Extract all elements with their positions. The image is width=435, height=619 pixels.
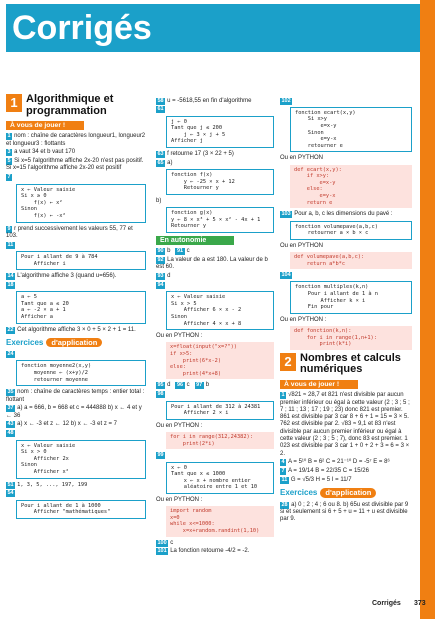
exercise-number: 95 <box>157 382 164 389</box>
column-3 <box>280 96 412 525</box>
algorithm-box: fonction moyenne2(x,y) moyenne ← (x+y)/2 retourner moyenne <box>16 360 146 386</box>
algorithm-box: j ← 0 Tant que j ≤ 200 j ← 3 × j + 5 Afficher j <box>166 116 274 148</box>
exercise-18 <box>6 282 146 289</box>
exercise-number: 28 <box>281 501 288 508</box>
algorithm-box: x ← Valeur saisie Si x > 0 Afficher 2x Sinon Afficher x² <box>16 440 146 479</box>
exercise-number: 35 <box>7 389 14 396</box>
exercise-text: G = √5/3 H = 5 I = 11/7 <box>290 477 352 483</box>
ou-python-label: Ou en PYTHON : <box>280 316 327 323</box>
exercise-number: 22 <box>7 326 14 333</box>
exercise-28 <box>280 502 412 524</box>
answer: b <box>205 382 210 389</box>
exercise-94 <box>156 282 274 289</box>
python-code-box: import random x=0 while x<=1000: x=x+random.randint(1,10) <box>166 506 274 536</box>
section-header <box>280 353 412 376</box>
exercise-99 <box>156 452 274 459</box>
exercise-text: nom : chaîne de caractères temps : entier total : flottant <box>6 389 145 403</box>
exercise-number: 7 <box>281 468 285 475</box>
algorithm-box: a ← 5 Tant que a ≤ 20 a ← -2 × a + 1 Afficher a <box>16 291 146 323</box>
answer: d <box>167 273 171 280</box>
exercise-1 <box>6 133 146 148</box>
exercise-51 <box>6 482 146 489</box>
algorithm-box: Pour i allant de 1 à 1000 Afficher "mathématiques" <box>16 500 146 519</box>
exercise-48 <box>6 430 146 437</box>
exercise-14 <box>6 273 146 280</box>
exercices-heading <box>280 488 412 497</box>
answer: c <box>170 539 174 546</box>
exercise-number: 92 <box>157 257 164 264</box>
ou-python-label: Ou en PYTHON <box>280 155 324 162</box>
exercise-number: 9 <box>7 225 11 232</box>
exercise-text: f retourne 17 (3 × 22 + 5) <box>167 150 234 157</box>
python-code-box: def volumepave(a,b,c): return a*b*c <box>290 252 412 269</box>
page-number: 373 <box>414 600 426 607</box>
exercise-11 <box>6 242 146 249</box>
side-color-bar <box>420 0 435 619</box>
exercise-93 <box>156 273 274 280</box>
page-title: Corrigés <box>6 4 420 52</box>
exercise-number: 65 <box>157 159 164 166</box>
exercices-label: Exercices <box>280 488 318 498</box>
exercise-text: r prend successivement les valeurs 55, 77 et 103. <box>6 225 133 239</box>
exercise-number: 58 <box>157 97 164 104</box>
exercise-number: 93 <box>157 273 164 280</box>
exercise-text: u = -5618,55 en fin d'algorithme <box>167 97 252 104</box>
column-1 <box>6 92 146 522</box>
exercise-text: L'algorithme affiche 3 (quand u=656). <box>17 273 117 280</box>
exercise-63 <box>156 151 274 158</box>
section-title: Nombres et calculs numériques <box>300 351 401 376</box>
exercise-text: 1, 3, 5, ..., 197, 199 <box>17 481 88 488</box>
exercise-1 <box>280 392 412 458</box>
algorithm-box: fonction g(x) y ← 8 × x³ + 5 × x² - 4x + 1 Retourner y <box>166 207 274 233</box>
exercise-number: 103 <box>281 211 291 218</box>
ou-python-label: Ou en PYTHON : <box>156 496 203 503</box>
exercise-7 <box>280 468 412 475</box>
section-number: 2 <box>280 353 296 371</box>
exercise-65b <box>156 198 274 205</box>
answer: d <box>167 382 171 389</box>
exercise-number: 96 <box>176 382 184 389</box>
answer: b <box>167 248 171 255</box>
algorithm-box: Pour i allant de 312 à 24381 Afficher 2 × i <box>166 401 274 420</box>
exercise-104 <box>280 272 412 279</box>
column-2 <box>156 96 274 557</box>
exercise-number: 3 <box>7 149 11 156</box>
exercise-number: 99 <box>157 452 164 459</box>
exercise-number: 18 <box>7 281 14 288</box>
exercise-number: 54 <box>7 490 14 497</box>
exercise-text: √821 ≈ 28,7 et 821 n'est divisible par aucun premier inférieur ou égal à cette valeur (2 ; 3 ; 5 ; 7 ; 11 ; 13 ; 17 ; 19 ; 23) donc 821 est premier. 861 est divisible par 3 car 8 + 6 + 1 = 15 = 3 × 5. 762 est divisible par 2. √83 ≈ 9,1 et 83 n'est divisible par aucun premier inférieur ou égal à cette valeur (2 ; 3 ; 5 ; 7), donc 83 est premier. 1 023 est divisible par 3 car 1 + 0 + 2 + 3 = 6 = 3 × 2. <box>280 392 410 457</box>
exercise-number: 24 <box>7 351 14 358</box>
exercise-text: a) x ← -3 et z ← 12 b) x ← -3 et z = 7 <box>17 421 117 428</box>
exercise-22 <box>6 327 146 334</box>
exercise-number: 51 <box>7 481 14 488</box>
exercise-9 <box>6 226 146 241</box>
exercise-number: 5 <box>7 158 11 165</box>
exercise-number: 63 <box>157 150 164 157</box>
answer: c <box>186 382 190 389</box>
exercise-number: 102 <box>281 97 291 104</box>
exercise-number: 98 <box>157 391 164 398</box>
vous-de-jouer-badge: À vous de jouer ! <box>6 121 84 130</box>
exercise-95-97 <box>156 382 274 389</box>
exercise-37 <box>6 405 146 420</box>
algorithm-box: fonction multiples(k,n) Pour i allant de 1 à n Afficher k × i Fin pour <box>290 281 412 313</box>
exercices-heading <box>6 338 146 347</box>
answer: c <box>186 248 190 255</box>
exercise-text: nom : chaîne de caractères longueur1, longueur2 et longueur3 : flottants <box>6 133 146 147</box>
algorithm-box: x ← Valeur saisie Si x ≥ 0 f(x) ← x² Sinon f(x) ← -x² <box>16 184 146 223</box>
exercise-number: 97 <box>196 382 203 389</box>
exercise-text: La fonction retourne -4/2 = -2. <box>170 548 250 555</box>
exercise-100 <box>156 540 274 547</box>
exercise-101 <box>156 548 274 555</box>
exercise-text: a) 0 ; 2 ; 4 ; 6 ou 8. b) 65u est divisible par 9 si et seulement si 6 + 5 + u = 11 + u est divisible par 9. <box>280 501 409 523</box>
exercise-54 <box>6 490 146 497</box>
exercise-text: Pour a, b, c les dimensions du pavé : <box>294 211 393 218</box>
exercise-number: 14 <box>7 273 14 280</box>
exercise-65 <box>156 160 274 167</box>
exercise-number: 11 <box>281 477 288 483</box>
part-label: b) <box>156 197 162 204</box>
exercise-number: 1 <box>7 133 11 140</box>
exercise-3 <box>6 149 146 156</box>
exercise-number: 11 <box>7 241 14 248</box>
autonomie-badge: En autonomie <box>156 236 234 245</box>
exercise-7 <box>6 174 146 181</box>
exercise-number: 61 <box>157 106 164 113</box>
algorithm-box: Pour i allant de 9 à 784 Afficher i <box>16 251 146 270</box>
section-number: 1 <box>6 94 22 112</box>
python-code-box: def ecart(x,y): if x>y: e=x-y else: e=y-x return e <box>290 165 412 209</box>
exercise-text: A = 5¹⁰ B = 6² C = 21⁻¹⁰ D = -5⁷ E = 8⁶ <box>288 459 390 466</box>
exercise-58 <box>156 98 274 105</box>
section-header <box>6 94 146 117</box>
exercise-text: Cet algorithme affiche 3 × 0 + 5 × 2 + 1 = 11. <box>17 326 136 333</box>
exercise-text: La valeur de a est 180. La valeur de b est 60. <box>156 257 268 271</box>
exercise-98 <box>156 391 274 398</box>
application-badge: d'application <box>320 488 376 497</box>
section-title: Algorithmique et programmation <box>26 93 114 117</box>
exercise-number: 94 <box>157 281 164 288</box>
exercise-number: 37 <box>7 405 14 412</box>
ou-python-label: Ou en PYTHON : <box>156 333 203 340</box>
exercise-text: Si x=5 l'algorithme affiche 2x-20 n'est pas positif. Si x=15 l'algorithme affiche 2x-20 est positif <box>6 158 144 172</box>
part-label: a) <box>167 159 173 166</box>
python-code-box: def fonction(k,n): for i in range(1,n+1): print(k*i) <box>290 326 412 350</box>
ou-python-label: Ou en PYTHON : <box>156 422 203 429</box>
exercise-number: 48 <box>7 430 14 437</box>
python-code-box: for i in range(312,24382): print(2*i) <box>166 432 274 449</box>
vous-de-jouer-badge: À vous de jouer ! <box>280 380 358 389</box>
exercise-number: 4 <box>281 459 285 466</box>
exercise-4 <box>280 459 412 466</box>
ou-python-label: Ou en PYTHON <box>280 242 324 249</box>
algorithm-box: fonction volumepave(a,b,c) retourner a × b × c <box>290 221 412 240</box>
exercise-35 <box>6 389 146 404</box>
exercise-number: 101 <box>157 548 167 555</box>
exercise-number: 43 <box>7 421 14 428</box>
exercise-text: a vaut 34 et b vaut 170 <box>14 149 76 156</box>
exercise-92 <box>156 257 274 272</box>
exercise-102 <box>280 98 412 105</box>
algorithm-box: x ← Valeur saisie Si x > 5 Afficher 6 × x - 2 Sinon Afficher 4 × x + 8 <box>166 291 274 330</box>
exercise-5 <box>6 158 146 173</box>
exercise-61 <box>156 106 274 113</box>
exercise-number: 91 <box>176 248 184 255</box>
python-code-box: x=float(input("x=?")) if x>5: print(6*x-2) else: print(4*x+8) <box>166 342 274 379</box>
exercise-103 <box>280 211 412 218</box>
exercise-24 <box>6 351 146 358</box>
exercices-label: Exercices <box>6 337 44 347</box>
exercise-number: 1 <box>281 392 285 399</box>
exercise-11 <box>280 477 412 484</box>
exercise-43 <box>6 421 146 428</box>
exercise-90-91 <box>156 248 274 255</box>
application-badge: d'application <box>46 338 102 347</box>
algorithm-box: x ← 0 Tant que x ≤ 1000 x ← x + nombre entier aléatoire entre 1 et 10 <box>166 462 274 494</box>
exercise-text: a) a = 666, b = 668 et c = 444888 b) x ← 4 et y ← 36 <box>6 405 142 419</box>
exercise-number: 90 <box>157 248 164 255</box>
exercise-number: 104 <box>281 272 291 279</box>
algorithm-box: fonction ecart(x,y) Si x>y e=x-y Sinon e=y-x retourner e <box>290 107 412 153</box>
exercise-number: 100 <box>157 539 167 546</box>
footer-label: Corrigés <box>372 600 401 607</box>
exercise-number: 7 <box>7 174 11 181</box>
algorithm-box: fonction f(x) y ← -25 × x + 12 Retourner y <box>166 169 274 195</box>
exercise-text: A = 19/14 B = 22/35 C = 15/26 <box>288 468 369 475</box>
